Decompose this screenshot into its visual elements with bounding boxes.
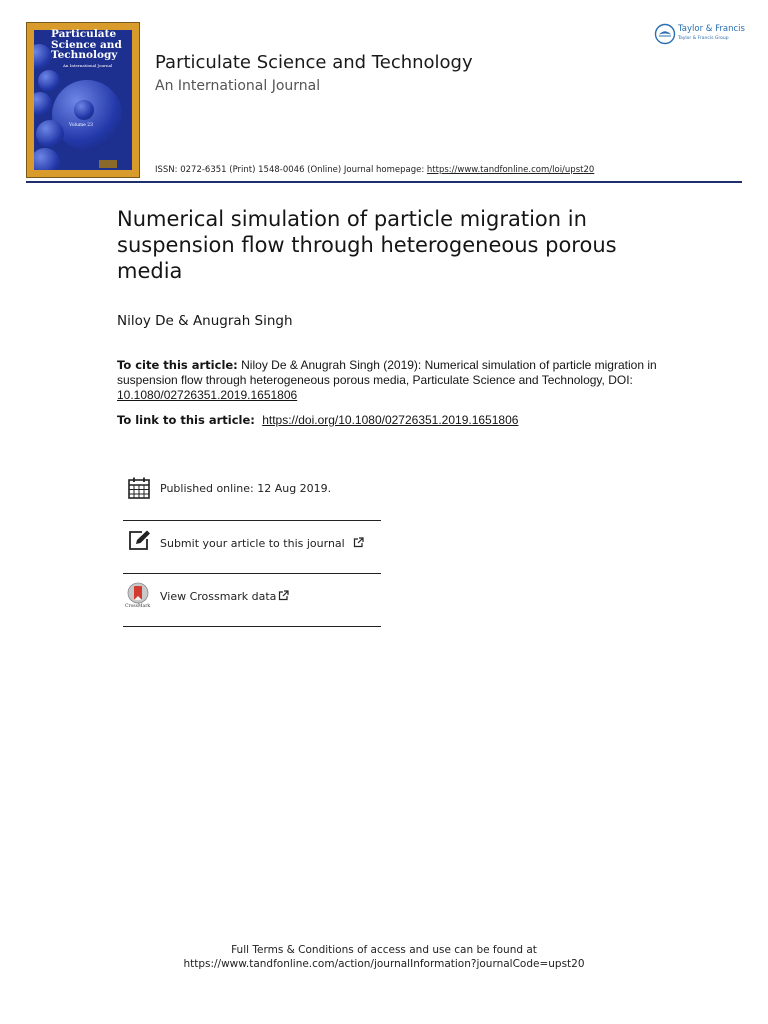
article-title: Numerical simulation of particle migration in suspension flow through heterogeneous porous media (117, 207, 617, 283)
publisher-group: Taylor & Francis Group (678, 36, 729, 41)
article-authors: Niloy De & Anugrah Singh (117, 313, 293, 329)
crossmark-row[interactable] (123, 582, 381, 612)
divider (123, 626, 381, 627)
submit-article-link[interactable]: Submit your article to this journal (160, 537, 345, 550)
calendar-icon (127, 476, 151, 500)
journal-title: Particulate Science and Technology (155, 52, 473, 73)
footer (0, 943, 768, 971)
published-online-text: Published online: 12 Aug 2019. (160, 482, 332, 495)
external-link-icon (278, 590, 289, 601)
article-link-block (117, 413, 518, 427)
link-label: To link to this article: (117, 413, 255, 427)
footer-terms-url[interactable]: https://www.tandfonline.com/action/journalInformation?journalCode=upst20 (183, 958, 585, 970)
article-doi-link[interactable]: https://doi.org/10.1080/02726351.2019.1651806 (262, 413, 519, 427)
submit-article-row[interactable] (123, 528, 381, 558)
taylor-francis-logo[interactable] (654, 22, 746, 46)
journal-subtitle: An International Journal (155, 78, 321, 94)
cover-volume: Volume 23 (69, 123, 93, 128)
journal-cover-image (26, 22, 140, 178)
publisher-name: Taylor & Francis (678, 24, 745, 34)
published-online-row (123, 476, 381, 504)
external-link-icon (353, 537, 364, 548)
cite-label: To cite this article: (117, 358, 238, 372)
taylor-francis-logo-icon (654, 23, 676, 45)
cite-doi-link[interactable]: 10.1080/02726351.2019.1651806 (117, 388, 298, 402)
cover-publisher-mark (99, 160, 117, 168)
divider (123, 520, 381, 521)
issn-text: ISSN: 0272-6351 (Print) 1548-0046 (Online) Journal homepage: (155, 165, 425, 175)
citation-block (117, 358, 677, 403)
cover-title: Particulate Science and Technology (51, 28, 122, 61)
cover-subtitle: An International Journal (63, 63, 113, 68)
header-divider (26, 181, 742, 183)
footer-terms-text: Full Terms & Conditions of access and use can be found at (231, 944, 537, 956)
issn-line (155, 165, 594, 175)
edit-icon (127, 529, 153, 551)
divider (123, 573, 381, 574)
cite-text: Niloy De & Anugrah Singh (2019): Numerical simulation of particle migration in suspension flow through heterogeneous porous media, Particulate Science and Technology, DOI: (117, 358, 657, 387)
journal-homepage-link[interactable]: https://www.tandfonline.com/loi/upst20 (426, 165, 595, 175)
crossmark-link[interactable]: View Crossmark data (160, 590, 277, 603)
crossmark-badge-label: CrossMark (125, 604, 151, 609)
